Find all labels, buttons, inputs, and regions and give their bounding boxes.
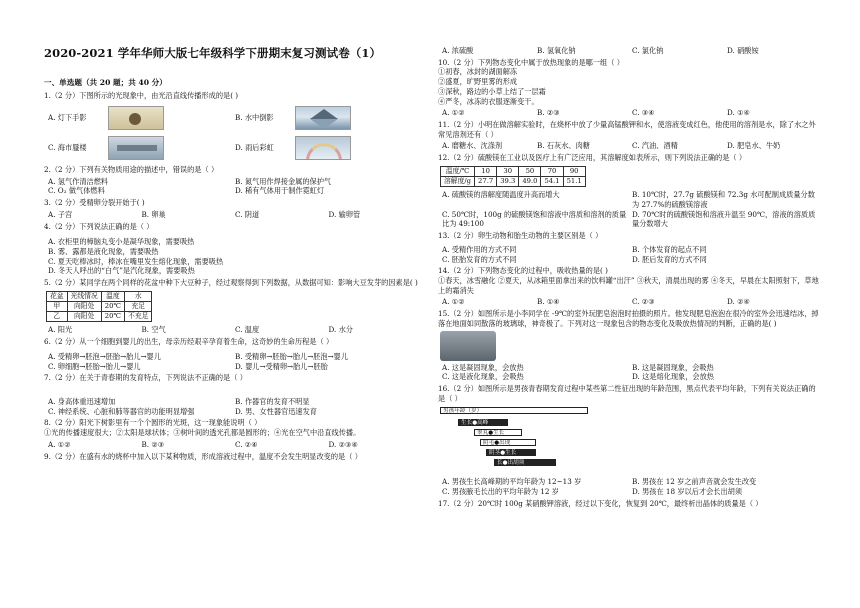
- chart-title: 男孩年龄（岁）: [440, 407, 588, 414]
- options: [442, 141, 822, 151]
- option-b[interactable]: B. 这是凝固现象，会吸热: [632, 362, 714, 372]
- option-a[interactable]: A. 这是凝固现象，会放热: [442, 362, 524, 372]
- option-b[interactable]: B. 石灰水、肉糖: [537, 141, 590, 151]
- option-d[interactable]: D. 雨后彩虹: [235, 133, 422, 163]
- question-text: 1.（2 分）下图所示的光现象中，由光沿直线传播形成的是( ): [44, 91, 239, 101]
- table-cell: 乙: [47, 312, 68, 322]
- question-8: [44, 418, 422, 449]
- question-7: [44, 373, 422, 416]
- option-c[interactable]: C. ②③: [632, 297, 655, 307]
- option-c[interactable]: C. 卵细胞→胚胎→胎儿→婴儿: [48, 361, 141, 371]
- table-cell: 甲: [47, 302, 68, 312]
- question-text: 16.（2 分）如图所示是男孩青春期发育过程中某些第二性征出现的年龄范围，黑点代表平均年龄，下列有关说法正确的是（ ）: [438, 384, 816, 403]
- question-3: [44, 198, 422, 219]
- options: [442, 363, 822, 382]
- table-cell: 49.0: [519, 177, 541, 187]
- question-1: [44, 91, 422, 163]
- option-b[interactable]: B. ②③: [537, 108, 560, 118]
- table-cell: 90: [563, 166, 585, 176]
- option-d[interactable]: D. ②③④: [328, 439, 358, 449]
- table-cell: 30: [497, 166, 519, 176]
- question-text: 13.（2 分）卵生动物和胎生动物的主要区别是（ ）: [438, 231, 603, 241]
- question-2: [44, 165, 422, 196]
- table-cell: 54.1: [541, 177, 563, 187]
- table-cell: 20℃: [101, 302, 124, 312]
- option-d[interactable]: D. 70℃时的硫酸镁饱和溶液升温至 90℃，溶液的溶质质量分数增大: [632, 209, 816, 229]
- options: [48, 440, 422, 450]
- option-d[interactable]: D. 输卵管: [328, 209, 361, 219]
- question-12: [438, 153, 822, 229]
- options: [442, 46, 822, 56]
- table-cell: 10: [475, 166, 497, 176]
- statement: ④严冬，冰冻的衣服逐渐变干。: [438, 96, 539, 106]
- option-d[interactable]: D. 这是熔化现象，会放热: [632, 372, 714, 382]
- question-text: 10.（2 分）下列物态变化中属于放热现象的是哪一组（ ）: [438, 57, 624, 67]
- statement: ①初春，冰封的湖面解冻: [438, 67, 518, 77]
- question-text: 8.（2 分）阳光下树影里有一个个圆形的光斑，这一现象能说明（ ）: [44, 418, 262, 428]
- mountain-reflection-image: [295, 106, 351, 130]
- option-d[interactable]: D. ②④: [727, 297, 750, 307]
- mirage-image: [108, 136, 164, 160]
- option-c[interactable]: C. 阴道: [235, 209, 260, 219]
- option-c[interactable]: C. 温度: [235, 325, 260, 335]
- option-a[interactable]: A. 衣柜里的樟脑丸变小是凝华现象，需要吸热: [48, 237, 195, 247]
- table-cell: 50: [519, 166, 541, 176]
- table-cell: 溶解度/g: [441, 177, 475, 187]
- question-subtext: ①光的传播速度很大；②太阳是球状体；③树叶间的透光孔都是圆形的；④光在空气中沿直线传播。: [44, 428, 361, 438]
- table-cell: 27.7: [475, 177, 497, 187]
- question-11: [438, 120, 822, 151]
- options: [48, 397, 422, 416]
- options: [442, 245, 822, 264]
- options: [48, 237, 422, 276]
- right-column: [438, 44, 822, 511]
- option-a[interactable]: A. 身高体重迅速增加: [48, 396, 116, 406]
- chart-row: 阴茎●生长: [486, 449, 536, 456]
- table-cell: 温度: [101, 291, 124, 301]
- table-cell: 温度/℃: [441, 166, 475, 176]
- option-a[interactable]: A. 受精作用的方式不同: [442, 244, 517, 254]
- option-a[interactable]: A. 氢气作清洁燃料: [48, 176, 109, 186]
- question-13: [438, 231, 822, 264]
- question-6: [44, 337, 422, 371]
- table-cell: 光线情况: [67, 291, 101, 301]
- option-a[interactable]: A. 受精卵→胚泡→胚胎→胎儿→婴儿: [48, 351, 161, 361]
- question-9: [44, 452, 422, 462]
- option-b[interactable]: B. 雾、露都是液化现象，需要吸热: [48, 247, 159, 256]
- option-a[interactable]: A. 灯下手影: [48, 103, 235, 133]
- option-a[interactable]: A. 硫酸镁的溶解度随温度升高而增大: [442, 190, 560, 200]
- option-b[interactable]: B. 空气: [141, 325, 166, 335]
- option-c[interactable]: C. 神经系统、心脏和肺等器官的功能明显增强: [48, 406, 195, 416]
- option-b[interactable]: B. 氢氧化钠: [537, 46, 576, 55]
- options: [48, 210, 422, 220]
- options: [442, 190, 822, 229]
- option-d[interactable]: D. 冬天人呼出的“白气”是汽化现象，需要吸热: [48, 266, 195, 276]
- question-text: 3.（2 分）受精卵分裂开始于( ): [44, 198, 145, 208]
- option-d[interactable]: D. 男孩在 18 岁以后才会长出胡须: [632, 487, 743, 497]
- option-c[interactable]: C. 汽油、酒精: [632, 141, 678, 151]
- question-text: 5.（2 分）某同学在两个同样的花盆中种下大豆种子，经过观察得到下列数据，从数据可知：影响大豆发芽的因素是( ): [44, 278, 418, 288]
- option-a[interactable]: A. ①②: [48, 439, 71, 449]
- option-b[interactable]: B. 氮气用作焊接金属的保护气: [235, 176, 332, 186]
- option-b[interactable]: B. ①④: [537, 297, 560, 307]
- option-c[interactable]: C. ②④: [235, 439, 258, 449]
- table-cell: 70: [541, 166, 563, 176]
- question-text: 6.（2 分）从一个细胞到婴儿的出生，母亲历经艰辛孕育着生命，这奇妙的生命历程是（ ）: [44, 337, 334, 347]
- table-cell: 51.1: [563, 177, 585, 187]
- chart-row: 长●出胡须: [494, 459, 556, 466]
- question-16: [438, 384, 822, 497]
- option-a[interactable]: A. 子宫: [48, 209, 73, 219]
- options: [442, 108, 822, 118]
- option-a[interactable]: A. 浓硫酸: [442, 46, 474, 55]
- option-c[interactable]: C. 氯化钠: [632, 46, 664, 55]
- option-d[interactable]: D. 胚后发育的方式不同: [632, 254, 707, 264]
- option-d[interactable]: D. 肥皂水、牛奶: [727, 141, 781, 151]
- question-17: [438, 499, 822, 509]
- statement: ②盛夏，旷野里雾的形成: [438, 77, 518, 87]
- section-heading: 一、单选题（共 20 题；共 40 分）: [44, 78, 167, 87]
- option-b[interactable]: B. 受精卵→胚胎→胎儿→胚泡→婴儿: [235, 351, 349, 361]
- option-a[interactable]: A. ①②: [442, 108, 465, 118]
- data-table: [46, 291, 152, 323]
- option-c[interactable]: C. 海市蜃楼: [48, 133, 235, 163]
- question-text: 9.（2 分）在盛有水的烧杯中加入以下某种物质，形成溶液过程中，温度不会发生明显改变的是（ ）: [44, 451, 362, 461]
- table-cell: 花盆: [47, 291, 68, 301]
- question-text: 12.（2 分）硫酸镁在工业以及医疗上有广泛应用，其溶解度如表所示，则下列说法正确的是（ ）: [438, 153, 747, 163]
- table-cell: 向阳处: [67, 312, 101, 322]
- question-text: 17.（2 分）20℃时 100g 某硝酸钾溶液，经过以下变化，恢复到 20℃，最终析出晶体的质量是（ ）: [438, 498, 763, 508]
- option-a[interactable]: A. 男孩生长高峰期的平均年龄为 12~13 岁: [442, 477, 582, 487]
- image-options: [48, 103, 422, 163]
- question-14: [438, 266, 822, 307]
- frozen-bubble-photo: [440, 331, 496, 361]
- table-cell: 39.3: [497, 177, 519, 187]
- options: [48, 325, 422, 335]
- option-d[interactable]: D. 男、女性器官迅速发育: [235, 406, 317, 416]
- page-title: 2020-2021 学年华师大版七年级科学下册期末复习测试卷（1）: [44, 46, 382, 60]
- option-c[interactable]: C. 夏天吃棒冰时，棒冰在嘴里发生熔化现象，需要吸热: [48, 256, 224, 266]
- solubility-table: [440, 166, 586, 187]
- options: [48, 352, 422, 371]
- question-5: [44, 278, 422, 335]
- table-cell: 不充足: [125, 312, 152, 322]
- option-a[interactable]: A. 磨糖水、沈涤剂: [442, 141, 503, 151]
- chart-row: 阴毛●出现: [480, 439, 536, 446]
- question-15: [438, 309, 822, 382]
- options: [48, 177, 422, 196]
- hand-shadow-image: [108, 106, 164, 130]
- option-b[interactable]: B. 个体发育的起点不同: [632, 244, 707, 254]
- question-text: 11.（2 分）小明在做溶解实验时，在烧杯中放了少量高锰酸钾和水，使溶液变成红色，他使用的溶剂是水，除了水之外常见溶剂还有（ ）: [438, 120, 816, 139]
- option-b[interactable]: B. 男孩在 12 岁之前声音就会发生改变: [632, 477, 757, 487]
- option-b[interactable]: B. 10℃时，27.7g 硫酸镁和 72.3g 水可配制成质量分数为 27.7%的硫酸镁溶液: [632, 190, 815, 209]
- option-b[interactable]: B. ②③: [141, 439, 165, 449]
- question-text: 4.（2 分）下列说法正确的是（ ）: [44, 221, 154, 231]
- options: [442, 477, 822, 496]
- table-cell: 20℃: [101, 312, 124, 322]
- question-4: [44, 222, 422, 277]
- option-b[interactable]: B. 卵巢: [141, 209, 166, 219]
- option-d[interactable]: D. 稀有气体用于制作霓虹灯: [235, 186, 325, 196]
- question-text: 2.（2 分）下列有关物质用途的描述中，错误的是（ ）: [44, 164, 219, 174]
- options: [442, 297, 822, 307]
- option-c[interactable]: C. ③④: [632, 108, 655, 118]
- option-d[interactable]: D. 硝酸铵: [727, 46, 759, 55]
- option-c[interactable]: C. 这是液化现象，会吸热: [442, 372, 524, 382]
- option-d[interactable]: D. ①④: [727, 108, 750, 118]
- question-text: 15.（2 分）如图所示是小李同学在 -9℃的室外玩肥皂泡泡时拍摄的照片。他发现肥皂泡泡在很冷的室外会迅速结冰，掉落在地面如同散落的玻璃球，神奇极了。下列对这一现象包含的物态变化及吸放热情况的判断，正确的是( ): [438, 309, 819, 328]
- option-d[interactable]: D. 水分: [328, 325, 353, 335]
- option-d[interactable]: D. 婴儿→受精卵→胎儿→胚胎: [235, 361, 328, 371]
- option-b[interactable]: B. 作器官的发育不明显: [235, 396, 310, 406]
- question-text: 14.（2 分）下列物态变化的过程中，吸收热量的是( ): [438, 266, 608, 276]
- option-a[interactable]: A. 阳光: [48, 325, 73, 335]
- table-cell: 充足: [125, 302, 152, 312]
- option-a[interactable]: A. ①②: [442, 297, 465, 307]
- option-b[interactable]: B. 水中倒影: [235, 103, 422, 133]
- table-cell: 向阳处: [67, 302, 101, 312]
- question-text: 7.（2 分）在关于青春期的发育特点，下列说法不正确的是（ ）: [44, 373, 247, 383]
- question-10: [438, 58, 822, 118]
- puberty-age-chart: [440, 407, 590, 473]
- option-c[interactable]: C. O₂ 做气体燃料: [48, 186, 105, 196]
- chart-row: 生长●高峰: [458, 419, 508, 426]
- option-c[interactable]: C. 50℃时，100g 的硫酸镁饱和溶液中溶质和溶剂的质量比为 49:100: [442, 209, 627, 229]
- statement: ③深秋，路边的小草上结了一层霜: [438, 86, 546, 96]
- option-c[interactable]: C. 男孩腋毛长出的平均年龄为 12 岁: [442, 487, 559, 497]
- rainbow-image: [295, 136, 351, 160]
- left-column: [44, 72, 422, 463]
- option-c[interactable]: C. 胚胎发育的方式不同: [442, 254, 517, 264]
- table-cell: 水: [125, 291, 152, 301]
- chart-row: 睾丸●生长: [474, 429, 522, 436]
- question-subtext: ①春天，冰雪融化 ②夏天，从冰箱里面拿出来的饮料罐“出汗” ③秋天，清晨出现的雾 ④冬天，早晨在太阳照射下，草地上的霜消失: [438, 276, 819, 295]
